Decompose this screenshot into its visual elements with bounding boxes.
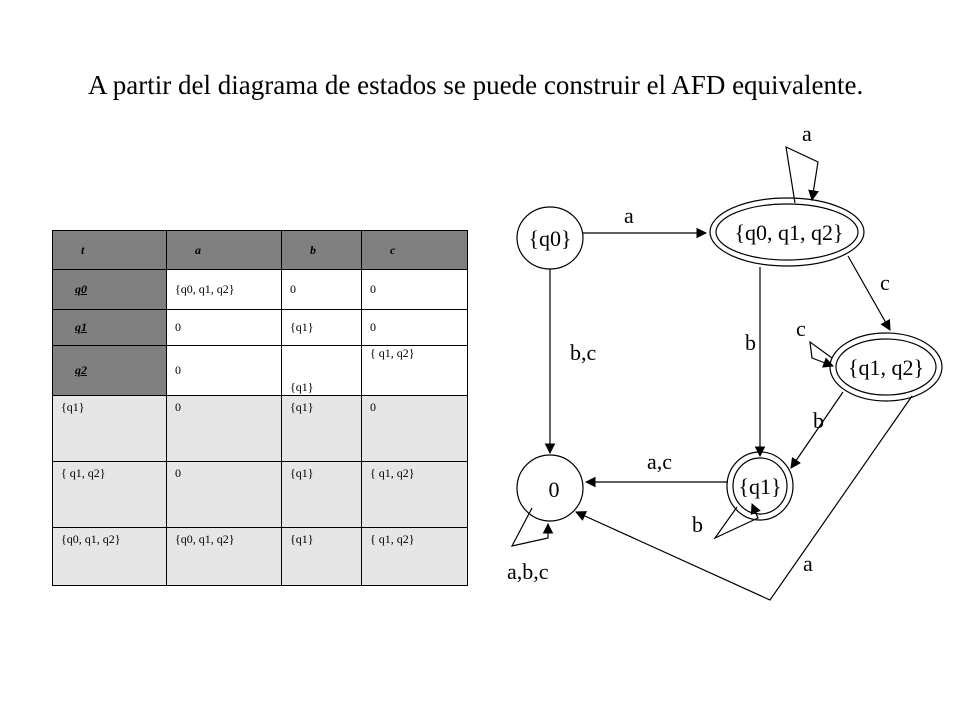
edge-q012-loop-label: a	[802, 121, 812, 146]
state-q012-label: {q0, q1, q2}	[734, 220, 844, 245]
state-q12-label: {q1, q2}	[847, 355, 925, 380]
state-name: {q1}	[61, 400, 85, 414]
edge-q1-empty-label: a,c	[647, 449, 673, 474]
cell-a-value: 0	[175, 320, 181, 334]
header-c: c	[362, 231, 468, 270]
page-title: A partir del diagrama de estados se puede construir el AFD equivalente.	[88, 70, 864, 100]
cell-a-value: {q0, q1, q2}	[175, 532, 235, 546]
cell-c-value: { q1, q2}	[370, 466, 415, 480]
cell-a-value: 0	[175, 400, 181, 414]
state-empty-label: 0	[548, 477, 560, 502]
state-name: { q1, q2}	[61, 466, 106, 480]
state-name: {q0, q1, q2}	[61, 532, 121, 546]
edge-q12-loop-label: c	[796, 316, 806, 341]
header-a: a	[167, 231, 282, 270]
edge-q12-empty-label: a	[803, 551, 813, 576]
cell-c-value: 0	[370, 400, 376, 414]
cell-c-value: 0	[370, 320, 376, 334]
edge-q012-q1-label: b	[745, 330, 756, 355]
cell-b-value: 0	[290, 282, 296, 296]
header-b: b	[282, 231, 362, 270]
cell-a-value: 0	[175, 466, 181, 480]
header-t: t	[53, 231, 167, 270]
edge-q1-loop-label: b	[692, 512, 703, 537]
cell-c-value: 0	[370, 282, 376, 296]
state-name: q2	[75, 363, 87, 377]
cell-b-value: {q1}	[290, 466, 314, 480]
cell-c-value: { q1, q2}	[370, 346, 415, 360]
cell-b-value: {q1}	[290, 380, 314, 394]
cell-b-value: {q1}	[290, 400, 314, 414]
edge-q012-loop	[786, 147, 818, 203]
edge-q0-empty-label: b,c	[570, 340, 597, 365]
edge-q12-loop	[810, 342, 833, 366]
cell-a-value: 0	[175, 363, 181, 377]
cell-a-value: {q0, q1, q2}	[175, 282, 235, 296]
cell-b-value: {q1}	[290, 532, 314, 546]
edge-q12-q1-label: b	[813, 408, 824, 433]
cell-c-value: { q1, q2}	[370, 532, 415, 546]
state-q1-label: {q1}	[738, 474, 782, 499]
edge-q012-q12-label: c	[880, 270, 890, 295]
edge-q0-q012-label: a	[624, 203, 634, 228]
cell-b-value: {q1}	[290, 320, 314, 334]
state-q0-label: {q0}	[528, 226, 572, 251]
state-name: q1	[75, 320, 87, 334]
state-name: q0	[75, 282, 87, 296]
edge-empty-loop-label: a,b,c	[507, 559, 549, 584]
